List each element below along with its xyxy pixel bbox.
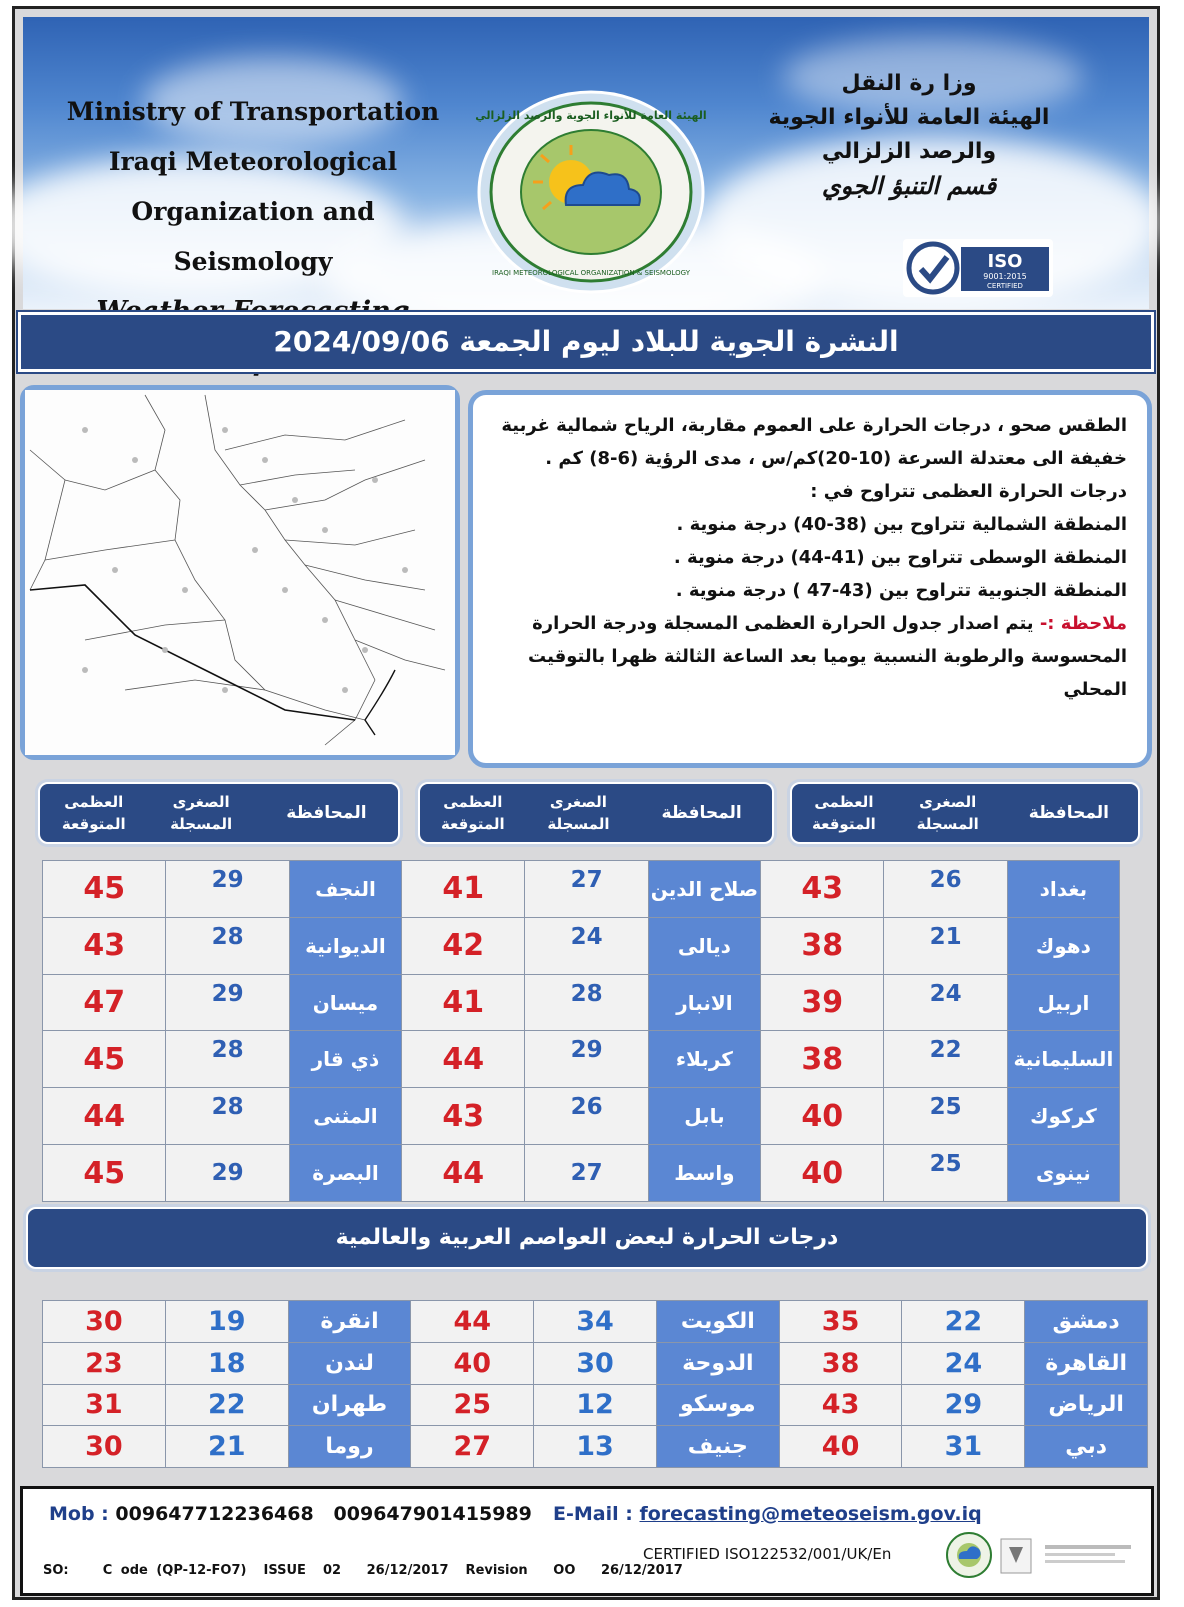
capital-max-temp: 35 [779,1301,902,1343]
province-min-temp: 29 [525,1031,648,1088]
province-min-temp: 27 [525,861,648,918]
table-header-group [418,782,774,844]
org-line-2: Organization and Seismology [131,197,375,276]
province-max-temp: 43 [402,1088,525,1145]
iraq-map [20,385,460,760]
province-name: نينوى [1007,1145,1119,1202]
note-label: ملاحظة :- [1039,613,1127,634]
ministry-line: Ministry of Transportation [66,97,440,126]
province-max-temp: 44 [402,1031,525,1088]
mob-numbers: 009647712236468 009647901415989 [115,1503,532,1525]
forecast-line-2: خفيفة الى معتدلة السرعة (10-20)كم/س ، مدى الرؤية (6-8) كم . [545,448,1127,469]
province-min-temp: 25 [884,1145,1007,1202]
org-logo [471,87,711,297]
capital-max-temp: 38 [779,1342,902,1384]
iso-standard: 9001:2015 [983,272,1027,281]
email-info [553,1503,982,1525]
province-name: الانبار [648,974,760,1031]
capital-max-temp: 44 [411,1301,534,1343]
province-min-temp: 27 [525,1145,648,1202]
forecast-note [493,607,1127,640]
province-min-temp: 28 [166,1031,289,1088]
table-header-group [38,782,400,844]
forecast-north: المنطقة الشمالية تتراوح بين (38-40) درجة منوية . [676,514,1127,535]
document-code: SO: C ode (QP-12-FO7) ISSUE 02 26/12/2017 Revision OO 26/12/2017 [43,1563,683,1578]
mob-label: Mob : [49,1503,109,1525]
capital-max-temp: 30 [43,1301,166,1343]
province-max-temp: 44 [402,1145,525,1202]
capital-name: دبي [1025,1426,1148,1468]
province-max-temp: 40 [761,1145,884,1202]
capital-max-temp: 40 [779,1426,902,1468]
province-name: السليمانية [1007,1031,1119,1088]
table-row [43,917,1120,974]
capital-min-temp: 21 [165,1426,288,1468]
ar-org-line-2: والرصد الزلزالي [821,139,997,164]
province-min-temp: 28 [166,917,289,974]
capitals-temperature-table [42,1300,1148,1468]
province-name: كربلاء [648,1031,760,1088]
province-max-temp: 45 [43,1031,166,1088]
forecast-line-3: درجات الحرارة العظمى تتراوح في : [810,481,1127,502]
org-line-1: Iraqi Meteorological [108,147,398,176]
capital-name: الرياض [1025,1384,1148,1426]
logo-arabic-text: الهيئة العامة للأنواء الجوية والرصد الزلزالي [475,109,707,122]
header-banner [23,17,1149,309]
province-max-temp: 38 [761,917,884,974]
table-row [43,1342,1148,1384]
capital-min-temp: 13 [534,1426,657,1468]
province-temperature-table [42,860,1120,1202]
footer-logos [945,1529,1135,1581]
iso-certified: CERTIFIED [987,282,1023,290]
email-label: E-Mail : [553,1503,633,1525]
capital-name: جنيف [656,1426,779,1468]
capital-min-temp: 24 [902,1342,1025,1384]
logo-english-text: IRAQI METEOROLOGICAL ORGANIZATION & SEISMOLOGY [492,269,690,277]
province-name: المثنى [289,1088,401,1145]
iso-label: ISO [987,251,1023,272]
province-header: المحافظة [1028,803,1109,823]
province-max-temp: 45 [43,861,166,918]
province-name: النجف [289,861,401,918]
province-max-temp: 43 [761,861,884,918]
capital-name: الكويت [656,1301,779,1343]
province-min-temp: 26 [884,861,1007,918]
forecast-line-1: الطقس صحو ، درجات الحرارة على العموم مقاربة، الرياح شمالية غربية [501,415,1127,436]
forecast-south: المنطقة الجنوبية تتراوح بين (43-47 ) درجة منوية . [675,580,1127,601]
iso-badge [903,239,1053,297]
footer [20,1486,1154,1596]
province-min-temp: 25 [884,1088,1007,1145]
table-row [43,974,1120,1031]
capital-min-temp: 31 [902,1426,1025,1468]
province-min-temp: 21 [884,917,1007,974]
province-min-temp: 28 [166,1088,289,1145]
capital-min-temp: 34 [534,1301,657,1343]
iraq-map-svg [25,390,455,755]
province-name: بغداد [1007,861,1119,918]
ar-dept-line: قسم التنبؤ الجوي [821,172,997,200]
province-max-temp: 39 [761,974,884,1031]
capital-max-temp: 27 [411,1426,534,1468]
province-max-temp: 41 [402,861,525,918]
email-link[interactable]: forecasting@meteoseism.gov.iq [639,1503,982,1525]
province-min-temp: 24 [884,974,1007,1031]
capital-max-temp: 25 [411,1384,534,1426]
max-header: العظمى المتوقعة [440,793,505,833]
ar-ministry-line: وزا رة النقل [841,71,977,96]
capital-name: القاهرة [1025,1342,1148,1384]
table-row [43,1088,1120,1145]
note-text-1: يتم اصدار جدول الحرارة العظمى المسجلة ودرجة الحرارة [532,613,1040,634]
capital-min-temp: 22 [165,1384,288,1426]
table-row [43,1384,1148,1426]
capital-min-temp: 19 [165,1301,288,1343]
province-max-temp: 38 [761,1031,884,1088]
min-header: الصغرى المسجلة [170,793,233,833]
capital-min-temp: 30 [534,1342,657,1384]
capital-max-temp: 40 [411,1342,534,1384]
mobile-info [49,1503,532,1525]
table-row [43,1031,1120,1088]
table-row [43,1426,1148,1468]
capital-min-temp: 18 [165,1342,288,1384]
province-name: كركوك [1007,1088,1119,1145]
min-header: الصغرى المسجلة [916,793,979,833]
table-row [43,861,1120,918]
province-name: صلاح الدين [648,861,760,918]
capital-name: لندن [288,1342,411,1384]
province-name: دهوك [1007,917,1119,974]
max-header: العظمى المتوقعة [61,793,126,833]
capital-name: دمشق [1025,1301,1148,1343]
table-row [43,1145,1120,1202]
province-name: ميسان [289,974,401,1031]
province-min-temp: 29 [166,1145,289,1202]
capitals-title: درجات الحرارة لبعض العواصم العربية والعالمية [26,1207,1148,1269]
capital-min-temp: 22 [902,1301,1025,1343]
capital-max-temp: 31 [43,1384,166,1426]
province-name: ذي قار [289,1031,401,1088]
capital-name: طهران [288,1384,411,1426]
bulletin-title: النشرة الجوية للبلاد ليوم الجمعة 2024/09/06 [18,312,1154,372]
max-header: العظمى المتوقعة [812,793,876,833]
province-min-temp: 29 [166,974,289,1031]
province-min-temp: 22 [884,1031,1007,1088]
province-name: ديالى [648,917,760,974]
province-min-temp: 24 [525,917,648,974]
arabic-org-name [729,67,1089,203]
capital-name: روما [288,1426,411,1468]
certified-text: CERTIFIED ISO122532/001/UK/En [643,1545,892,1563]
province-max-temp: 45 [43,1145,166,1202]
capital-min-temp: 29 [902,1384,1025,1426]
province-max-temp: 44 [43,1088,166,1145]
capital-max-temp: 30 [43,1426,166,1468]
min-header: الصغرى المسجلة [547,793,610,833]
province-header: المحافظة [661,803,742,823]
table-row [43,1301,1148,1343]
province-name: بابل [648,1088,760,1145]
capital-name: الدوحة [656,1342,779,1384]
province-max-temp: 42 [402,917,525,974]
capital-name: موسكو [656,1384,779,1426]
province-name: واسط [648,1145,760,1202]
table-header-group [790,782,1140,844]
capital-name: انقرة [288,1301,411,1343]
capital-max-temp: 23 [43,1342,166,1384]
province-min-temp: 26 [525,1088,648,1145]
ar-org-line-1: الهيئة العامة للأنواء الجوية [768,105,1050,130]
province-min-temp: 28 [525,974,648,1031]
province-max-temp: 43 [43,917,166,974]
province-name: الديوانية [289,917,401,974]
note-text-2: المحسوسة والرطوبة النسبية يوميا بعد الساعة الثالثة ظهرا بالتوقيت المحلي [528,646,1127,700]
province-max-temp: 41 [402,974,525,1031]
province-max-temp: 40 [761,1088,884,1145]
province-max-temp: 47 [43,974,166,1031]
capital-max-temp: 43 [779,1384,902,1426]
province-header: المحافظة [286,803,367,823]
province-min-temp: 29 [166,861,289,918]
province-name: اربيل [1007,974,1119,1031]
forecast-central: المنطقة الوسطى تتراوح بين (41-44) درجة منوية . [673,547,1127,568]
province-name: البصرة [289,1145,401,1202]
capital-min-temp: 12 [534,1384,657,1426]
forecast-text-box [468,390,1152,768]
